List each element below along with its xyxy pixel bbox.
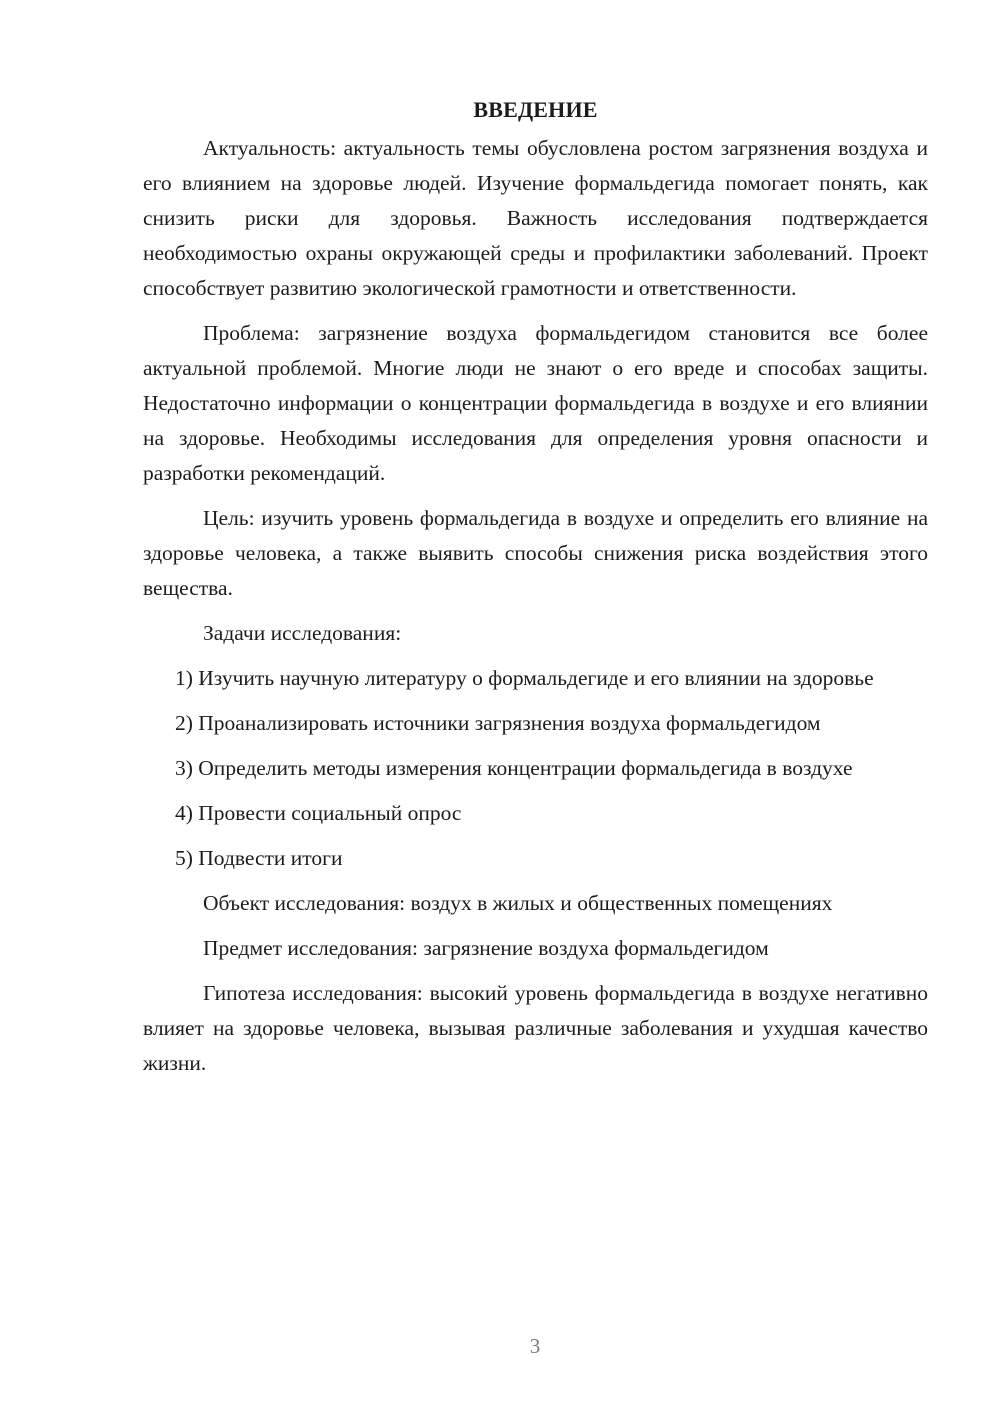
task-item-3: 3) Определить методы измерения концентрации формальдегида в воздухе (175, 756, 853, 780)
task-item-5: 5) Подвести итоги (175, 846, 343, 870)
task-item-4: 4) Провести социальный опрос (175, 801, 462, 825)
problem-paragraph: Проблема: загрязнение воздуха формальдегидом становится все более актуальной проблемой. Многие люди не знают о его вреде и способах защиты. Недостаточно информации о концентрации формальдегида в воздухе и его влиянии на здоровье. Необходимы исследования для определения уровня опасности и разработки рекомендаций. (143, 321, 928, 485)
goal-paragraph: Цель: изучить уровень формальдегида в воздухе и определить его влияние на здоровье человека, а также выявить способы снижения риска воздействия этого вещества. (143, 506, 928, 600)
section-heading: ВВЕДЕНИЕ (473, 97, 598, 122)
task-item-1: 1) Изучить научную литературу о формальдегиде и его влиянии на здоровье (175, 666, 874, 690)
tasks-heading: Задачи исследования: (203, 621, 402, 645)
subject-paragraph: Предмет исследования: загрязнение воздуха формальдегидом (203, 936, 769, 960)
relevance-paragraph: Актуальность: актуальность темы обусловлена ростом загрязнения воздуха и его влиянием на здоровье людей. Изучение формальдегида помогает понять, как снизить риски для здоровья. Важность исследования подтверждается необходимостью охраны окружающей среды и профилактики заболеваний. Проект способствует развитию экологической грамотности и ответственности. (143, 136, 928, 300)
object-paragraph: Объект исследования: воздух в жилых и общественных помещениях (203, 891, 833, 915)
task-item-2: 2) Проанализировать источники загрязнения воздуха формальдегидом (175, 711, 821, 735)
document-page (143, 95, 928, 1091)
page-number: 3 (529, 1334, 541, 1358)
hypothesis-paragraph: Гипотеза исследования: высокий уровень формальдегида в воздухе негативно влияет на здоровье человека, вызывая различные заболевания и ухудшая качество жизни. (143, 981, 928, 1075)
